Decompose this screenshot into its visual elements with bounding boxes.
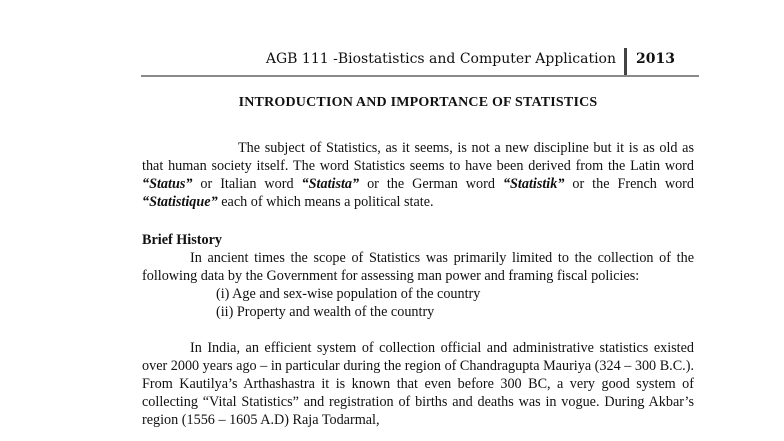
data-list xyxy=(216,285,694,321)
india-paragraph: In India, an efficient system of collection official and administrative statistics existed over 2000 years ago – in particular during the region of Chandragupta Mauriya (324 – 300 B.C.). From Kautilya’s Arthashastra it is known that even before 300 BC, a very good system of collecting “Vital Statistics” and registration of births and deaths was in vogue. During Akbar’s region (1556 – 1605 A.D) Raja Todarmal, xyxy=(142,340,694,428)
intro-text-2: or Italian word xyxy=(192,176,302,192)
intro-text-5: each of which means a political state. xyxy=(217,194,434,210)
header-rule xyxy=(141,75,699,77)
page-header xyxy=(0,48,700,78)
intro-paragraph xyxy=(142,139,694,211)
course-title: AGB 111 -Biostatistics and Computer Application xyxy=(265,51,616,67)
intro-text-1: The subject of Statistics, as it seems, is not a new discipline but it is as old as that human society itself. The word Statistics seems to have been derived from the Latin word xyxy=(142,140,694,174)
intro-text-3: or the German word xyxy=(359,176,503,192)
brief-history-heading: Brief History xyxy=(142,232,222,248)
header-year: 2013 xyxy=(636,51,675,67)
header-divider xyxy=(624,48,627,76)
word-statistique: “Statistique” xyxy=(142,194,218,210)
word-status: “Status” xyxy=(142,176,193,192)
intro-text-4: or the French word xyxy=(564,176,694,192)
list-item: (i) Age and sex-wise population of the country xyxy=(216,286,481,302)
word-statista: “Statista” xyxy=(301,176,360,192)
word-statistik: “Statistik” xyxy=(502,176,565,192)
brief-history-paragraph: In ancient times the scope of Statistics was primarily limited to the collection of the following data by the Government for assessing man power and framing fiscal policies: xyxy=(142,250,694,284)
document-body xyxy=(142,94,694,429)
page-title: INTRODUCTION AND IMPORTANCE OF STATISTICS xyxy=(238,95,598,110)
list-item: (ii) Property and wealth of the country xyxy=(216,304,435,320)
